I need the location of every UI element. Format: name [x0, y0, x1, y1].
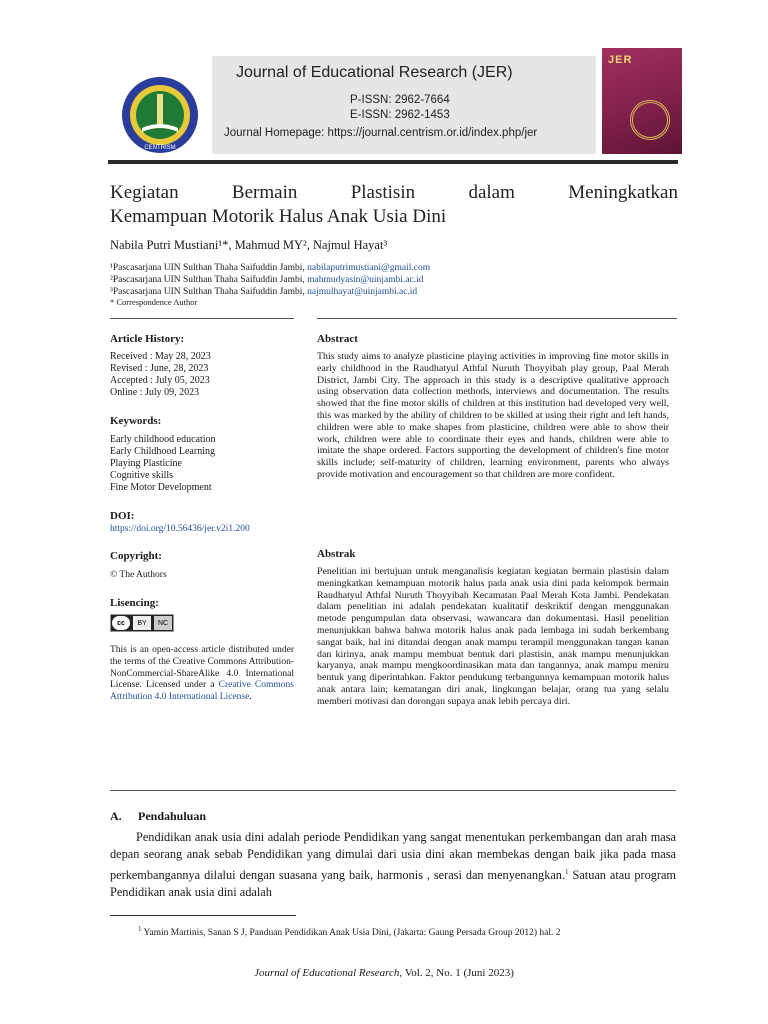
abstract-id	[317, 548, 669, 708]
journal-title: Journal of Educational Research (JER)	[236, 64, 513, 81]
affiliation-2: ²Pascasarjana UIN Sulthan Thaha Saifuddin Jambi, mahmudyasin@uinjambi.ac.id	[110, 275, 424, 285]
cc-license-badge[interactable]	[110, 614, 174, 632]
section-body: Pendidikan anak usia dini adalah periode Pendidikan yang sangat menentukan perkembangan dan arah masa depan seorang anak sebab Pendidikan yang dimulai dari usia dini akan membekas dengan baik jika pada masa perkembangannya dilalui dengan suasana yang baik, harmonis , serasi dan menyenangkan.$^1$ Satuan atau program Pendidikan anak usia dini adalah	[110, 830, 676, 899]
sidebar-top-rule	[110, 318, 294, 319]
p-issn: P-ISSN: 2962-7664	[350, 94, 450, 106]
footnote: $^1$ Yamin Martinis, Sanan S J, Panduan Pendidikan Anak Usia Dini, (Jakarta: Gaung Persada Group 2012) hal. 2	[138, 925, 561, 939]
copyright-text: © The Authors	[110, 570, 167, 580]
copyright-heading: Copyright:	[110, 550, 162, 562]
doi-heading: DOI:	[110, 510, 135, 522]
logo-text: CENTRISM	[144, 145, 176, 151]
section-number: A.	[110, 809, 122, 823]
footer-issue: Vol. 2, No. 1 (Juni 2023)	[402, 967, 514, 979]
license-text: This is an open-access article distributed under the terms of the Creative Commons Attribution-NonCommercial-ShareAlike 4.0 International License. Licensed under a Creative Commons Attribution 4.0 International License.	[110, 645, 294, 703]
footnote-rule	[110, 915, 296, 916]
keyword-item: Early Childhood Learning	[110, 446, 215, 457]
doi-link[interactable]: https://doi.org/10.56436/jer.v2i1.200	[110, 524, 250, 534]
cc-by-icon: BY	[133, 616, 151, 630]
abstract-heading: Abstract	[317, 333, 358, 345]
section-heading	[110, 809, 206, 824]
footer-journal: Journal of Educational Research,	[254, 967, 403, 979]
correspondence-note: * Correspondence Author	[110, 297, 198, 307]
affiliation-3: ³Pascasarjana UIN Sulthan Thaha Saifuddin Jambi, najmulhayat@uinjambi.ac.id	[110, 287, 418, 297]
keywords	[110, 415, 294, 494]
abstrak-text: Penelitian ini bertujuan untuk menganalisis kegiatan kegiatan bermain plastisin dalam meningkatkan kemampuan motorik halus pada anak usia dini pada kelompok bermain Raudhatyul Athfal Nuruth Thoyyibah Kecamatan Paal Merah Kota Jambi. Pendekatan dalam penelitian ini adalah pendekatan kualitatif deskriktif dengan menggunakan metode pengumpulan data observasi, wawancara dan dokumentasi. Hasil penelitian menunjukkan bahwa bahwa motorik halus anak pada lembaga ini sudah berkembang sangat baik, hal ini ditandai dengan anak mampu terampil menggunakan tangan kanan dan kirinya, anak mampu membuat bentuk dari plastisin, anak mampu menunjukkan karyanya, anak mampu mengkoordinasikan mata dan tangannya, anak mampu meniru bentuk yang diperintahkan. Faktor pendukung terbangunnya kemampuan motorik halus anak antara lain; kematangan diri anak, lingkungan belajar, orang tua yang selalu memberi motivasi dan dorongan supaya anak lebih percaya diri.	[317, 566, 669, 707]
cover-ornament	[630, 100, 670, 140]
cc-nc-icon: NC	[154, 616, 172, 630]
keyword-item: Playing Plasticine	[110, 458, 182, 469]
email-link-3[interactable]: najmulhayat@uinjambi.ac.id	[307, 287, 418, 297]
history-revised: Revised : June, 28, 2023	[110, 363, 209, 374]
keyword-item: Fine Motor Development	[110, 482, 212, 493]
history-heading: Article History:	[110, 333, 185, 345]
keyword-item: Early childhood education	[110, 434, 216, 445]
journal-homepage[interactable]: Journal Homepage: https://journal.centrism.or.id/index.php/jer	[224, 127, 538, 139]
cover-title: JER	[608, 54, 633, 66]
keyword-item: Cognitive skills	[110, 470, 174, 481]
abstrak-heading: Abstrak	[317, 548, 356, 560]
section-title: Pendahuluan	[138, 809, 207, 823]
abstract-text: This study aims to analyze plasticine playing activities in improving fine motor skills in early childhood in the Raudhatyul Athfal Nuruth Thoyyibah play group, Paal Merah District, Jambi City. The approach in this study is a descriptive qualitative approach using observation data collection methods, interviews and documentation. The results showed that the fine motor skills of children at this institution had developed very well, this was marked by the ability of children to be skilled at using their right and left hands, children were able to make shapes from plasticine, children were able to show their work, children were able to coordinate their eyes and hands, children were able to imitate the shape ordered. Factors supporting the development of children's fine motor skills include; self-maturity of children, learning environment, parents who always provide motivation and encouragement so that children are more confident.	[317, 351, 669, 480]
abstract-top-rule	[317, 318, 677, 319]
abstract-bottom-rule	[110, 790, 676, 791]
licensing-heading: Lisencing:	[110, 597, 159, 609]
centrism-logo	[108, 76, 212, 154]
keywords-heading: Keywords:	[110, 415, 162, 427]
email-link-2[interactable]: mahmudyasin@uinjambi.ac.id	[307, 275, 424, 285]
email-link-1[interactable]: nabilaputrimustiani@gmail.com	[307, 263, 431, 273]
title-line-1: Kegiatan Bermain Plastisin dalam Meningkatkan	[110, 182, 678, 203]
journal-cover-image	[602, 48, 682, 154]
footnote-ref[interactable]: 1	[565, 867, 569, 876]
abstract-en	[317, 333, 669, 481]
title-line-2: Kemampuan Motorik Halus Anak Usia Dini	[110, 206, 447, 227]
license-link[interactable]: Creative Commons Attribution 4.0 International License	[110, 680, 294, 703]
history-online: Online : July 09, 2023	[110, 387, 200, 398]
journal-header	[108, 56, 678, 164]
licensing-block	[110, 597, 294, 704]
doi-block	[110, 510, 294, 534]
history-received: Received : May 28, 2023	[110, 351, 211, 362]
copyright-block	[110, 550, 294, 580]
history-accepted: Accepted : July 05, 2023	[110, 375, 210, 386]
page-footer	[0, 967, 768, 979]
article-title	[110, 181, 678, 229]
cc-icon: cc	[112, 616, 130, 630]
header-rule	[108, 160, 678, 164]
affiliation-1: ¹Pascasarjana UIN Sulthan Thaha Saifuddin Jambi, nabilaputrimustiani@gmail.com	[110, 263, 431, 273]
article-history	[110, 333, 294, 399]
e-issn: E-ISSN: 2962-1453	[350, 109, 450, 121]
author-list: Nabila Putri Mustiani¹*, Mahmud MY², Najmul Hayat³	[110, 238, 388, 252]
